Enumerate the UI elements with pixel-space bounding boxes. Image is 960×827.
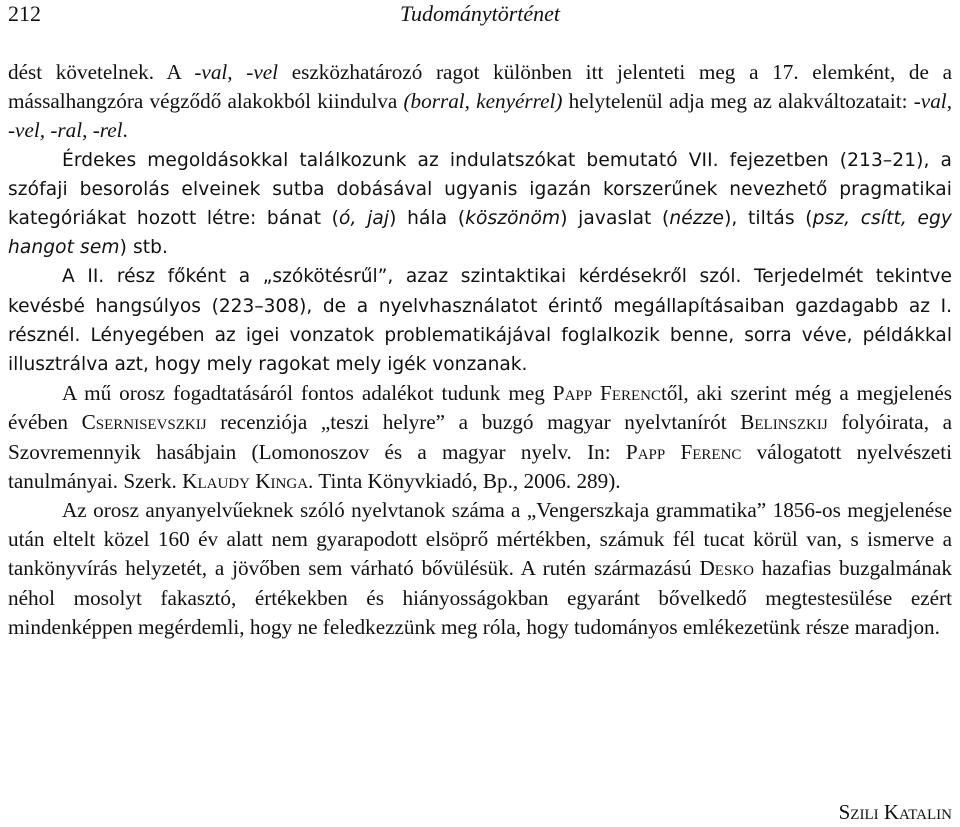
paragraph-5 bbox=[8, 496, 952, 642]
text-run: Az orosz anyanyelvűeknek szóló nyelvtanok száma a „Vengerszkaja grammatika” 1856-os megjelenése után eltelt közel 160 év alatt nem gyarapodott elsöprő mértékben, számuk fél tucat körül van, s ismerve a tankönyvírás helyzetét, a jövőben sem várható bővülésük. A rutén származású bbox=[8, 498, 952, 581]
paragraph-3 bbox=[8, 262, 952, 379]
author-name: Papp Ferenc bbox=[552, 381, 662, 406]
text-run: ) javaslat ( bbox=[560, 208, 670, 230]
paragraph-1 bbox=[8, 58, 952, 146]
text-run: ) hála ( bbox=[389, 208, 466, 230]
text-run: től, aki szerint még a megjelenés évében bbox=[8, 381, 952, 435]
text-run: A mű orosz fogadtatásáról fontos adalékot tudunk meg bbox=[62, 381, 553, 406]
text-run: ) stb. bbox=[119, 237, 169, 259]
author-name: Desko bbox=[699, 556, 754, 581]
running-head: Tudománytörténet bbox=[399, 1, 561, 26]
paragraph-2 bbox=[8, 146, 952, 263]
author-name: Csernisevszkij bbox=[81, 410, 207, 435]
italic-run: ó, jaj bbox=[339, 208, 390, 230]
italic-run: psz, csítt, egy hangot sem bbox=[8, 208, 953, 259]
article-body bbox=[8, 58, 952, 642]
text-run: helytelenül adja meg az alakváltozatait: bbox=[562, 89, 914, 114]
text-run: . Tinta Könyvkiadó, Bp., 2006. 289). bbox=[308, 468, 621, 493]
italic-run: -val, -vel, -ral, -rel bbox=[8, 89, 952, 143]
text-run: ), tiltás ( bbox=[724, 208, 813, 230]
page-number: 212 bbox=[8, 1, 41, 26]
text-run: hazafias buzgalmának néhol mosolyt fakasztó, értékekben és hiányosságokban egyaránt bővelkedő megtestesülése ezért mindenképpen megérdemli, hogy ne feledkezzünk meg róla, hogy tudományos emlékezetünk része maradjon. bbox=[8, 556, 953, 639]
italic-run: nézze bbox=[669, 208, 725, 230]
page-header bbox=[8, 0, 952, 34]
text-run: recenziója „teszi helyre” a buzgó magyar nyelvtanírót bbox=[206, 410, 741, 435]
italic-run: (borral, kenyérrel) bbox=[403, 89, 563, 114]
author-name: Papp Ferenc bbox=[625, 439, 742, 464]
text-run: válogatott nyelvészeti tanulmányai. Szerk. bbox=[8, 439, 952, 493]
text-run: eszközhatározó ragot különben itt jelenteti meg a 17. elemként, de a mássalhangzóra végződő alakokból kiindulva bbox=[8, 60, 952, 114]
text-run: dést követelnek. A bbox=[8, 60, 195, 84]
author-signature: Szili Katalin bbox=[838, 800, 952, 824]
paragraph-4 bbox=[8, 379, 952, 496]
italic-run: köszönöm bbox=[465, 208, 561, 230]
author-name: Klaudy Kinga bbox=[182, 468, 309, 493]
text-run: . bbox=[122, 118, 128, 143]
text-run: Érdekes megoldásokkal találkozunk az indulatszókat bemutató VII. fejezetben (213–21), a szófaji besorolás elveinek sutba dobásával ugyanis igazán korszerűnek nevezhető pragmatikai kategóriákat hozott létre: bánat ( bbox=[8, 149, 952, 230]
author-name: Belinszkij bbox=[740, 410, 828, 435]
italic-run: -val, -vel bbox=[194, 60, 279, 84]
text-run: A II. rész főként a „szókötésrűl”, azaz szintaktikai kérdésekről szól. Terjedelmét tekintve kevésbé hangsúlyos (223–308), de a nyelvhasználatot érintő megállapításaiban gazdagabb az I. résznél. Lényegében az igei vonzatok problematikájával foglalkozik benne, sorra véve, példákkal illusztrálva azt, hogy mely ragokat mely igék vonzanak. bbox=[8, 266, 952, 376]
text-run: folyóirata, a Szovremennyik hasábjain (Lomonoszov és a magyar nyelv. In: bbox=[8, 410, 953, 464]
